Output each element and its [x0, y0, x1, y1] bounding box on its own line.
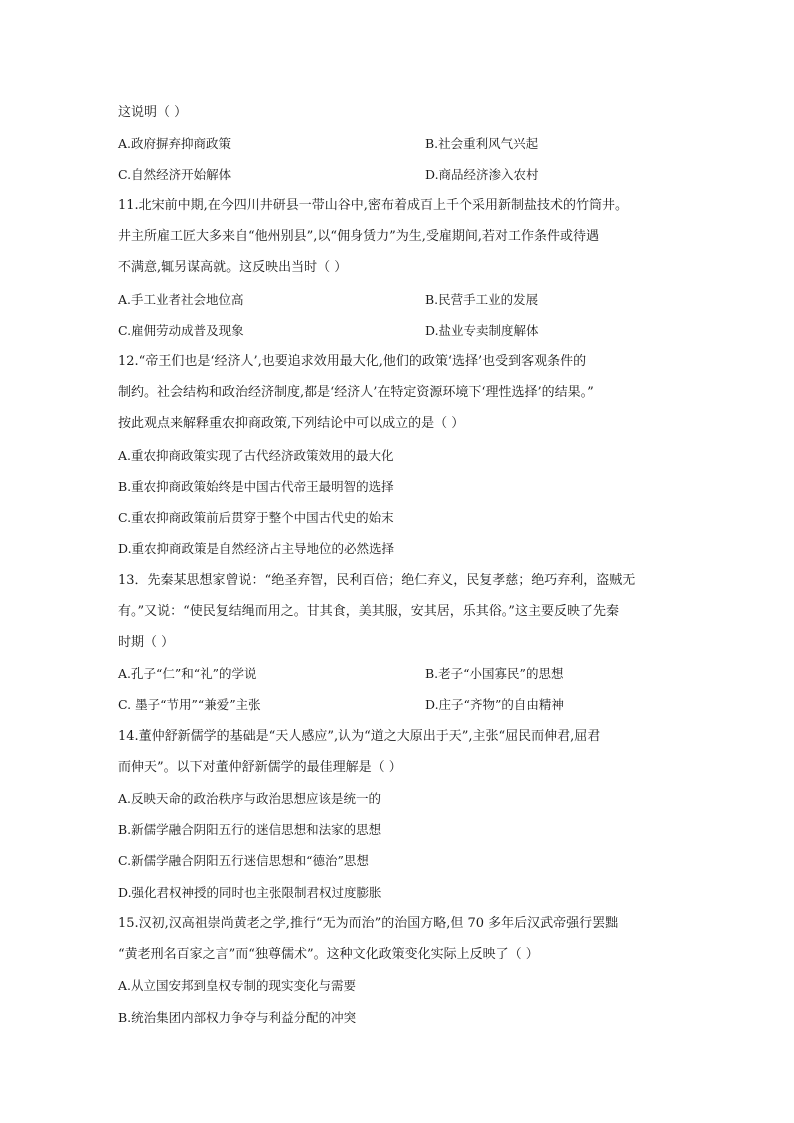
q14-option-b: B.新儒学融合阴阳五行的迷信思想和法家的思想	[118, 822, 382, 837]
q13-option-a: A.孔子“仁”和“礼”的学说	[118, 666, 257, 681]
q12-stem-line-3: 按此观点来解释重农抑商政策,下列结论中可以成立的是（ ）	[118, 416, 465, 431]
q10-option-b: B.社会重利风气兴起	[425, 136, 539, 151]
q12-stem-line-2: 制约。社会结构和政治经济制度,都是‘经济人’在特定资源环境下‘理性选择’的结果。”	[118, 385, 594, 400]
q11-option-d: D.盐业专卖制度解体	[425, 323, 539, 338]
q12-option-c: C.重农抑商政策前后贯穿于整个中国古代史的始末	[118, 510, 394, 525]
q12-option-b: B.重农抑商政策始终是中国古代帝王最明智的选择	[118, 479, 394, 494]
q14-option-d: D.强化君权神授的同时也主张限制君权过度膨胀	[118, 885, 382, 900]
q12-option-a: A.重农抑商政策实现了古代经济政策效用的最大化	[118, 448, 394, 463]
q12-option-d: D.重农抑商政策是自然经济占主导地位的必然选择	[118, 541, 395, 556]
q11-option-b: B.民营手工业的发展	[425, 292, 539, 307]
q15-stem-line-1: 15.汉初,汉高祖崇尚黄老之学,推行“无为而治”的治国方略,但 70 多年后汉武帝强行罢黜	[118, 916, 619, 931]
q13-stem-line-1: 13．先秦某思想家曾说：“绝圣弃智，民利百倍；绝仁弃义，民复孝慈；绝巧弃利，盗贼无	[118, 573, 636, 588]
q10-stem-line: 这说明（ ）	[118, 105, 188, 120]
q14-stem-line-2: 而伸天”。以下对董仲舒新儒学的最佳理解是（ ）	[118, 760, 402, 775]
q13-stem-line-3: 时期（ ）	[118, 635, 175, 650]
q14-option-a: A.反映天命的政治秩序与政治思想应该是统一的	[118, 791, 382, 806]
q11-stem-line-3: 不满意,辄另谋高就。这反映出当时（ ）	[118, 260, 348, 275]
q10-option-d: D.商品经济渗入农村	[425, 167, 539, 182]
q11-stem-line-1: 11.北宋前中期,在今四川井研县一带山谷中,密布着成百上千个采用新制盐技术的竹筒井。	[118, 198, 628, 213]
q13-stem-line-2: 有。”又说：“使民复结绳而用之。甘其食，美其服，安其居，乐其俗。”这主要反映了先秦	[118, 604, 619, 619]
q15-option-b: B.统治集团内部权力争夺与利益分配的冲突	[118, 1010, 357, 1025]
q15-stem-line-2: “黄老刑名百家之言”而“独尊儒术”。这种文化政策变化实际上反映了（ ）	[118, 947, 539, 962]
q12-stem-line-1: 12.“帝王们也是‘经济人’,也要追求效用最大化,他们的政策‘选择’也受到客观条件的	[118, 354, 587, 369]
q10-option-a: A.政府摒弃抑商政策	[118, 136, 232, 151]
q13-option-b: B.老子“小国寡民”的思想	[425, 666, 564, 681]
q11-option-a: A.手工业者社会地位高	[118, 292, 244, 307]
q13-option-c: C. 墨子“节用”“兼爱”主张	[118, 697, 261, 712]
q13-option-d: D.庄子“齐物”的自由精神	[425, 697, 564, 712]
q10-option-c: C.自然经济开始解体	[118, 167, 232, 182]
q15-option-a: A.从立国安邦到皇权专制的现实变化与需要	[118, 978, 357, 993]
q11-option-c: C.雇佣劳动成普及现象	[118, 323, 244, 338]
q11-stem-line-2: 井主所雇工匠大多来自“他州别县”,以“佣身赁力”为生,受雇期间,若对工作条件或待遇	[118, 229, 599, 244]
q14-stem-line-1: 14.董仲舒新儒学的基础是“天人感应”,认为“道之大原出于天”,主张“屈民而伸君,屈君	[118, 729, 601, 744]
q14-option-c: C.新儒学融合阴阳五行迷信思想和“德治”思想	[118, 853, 369, 868]
